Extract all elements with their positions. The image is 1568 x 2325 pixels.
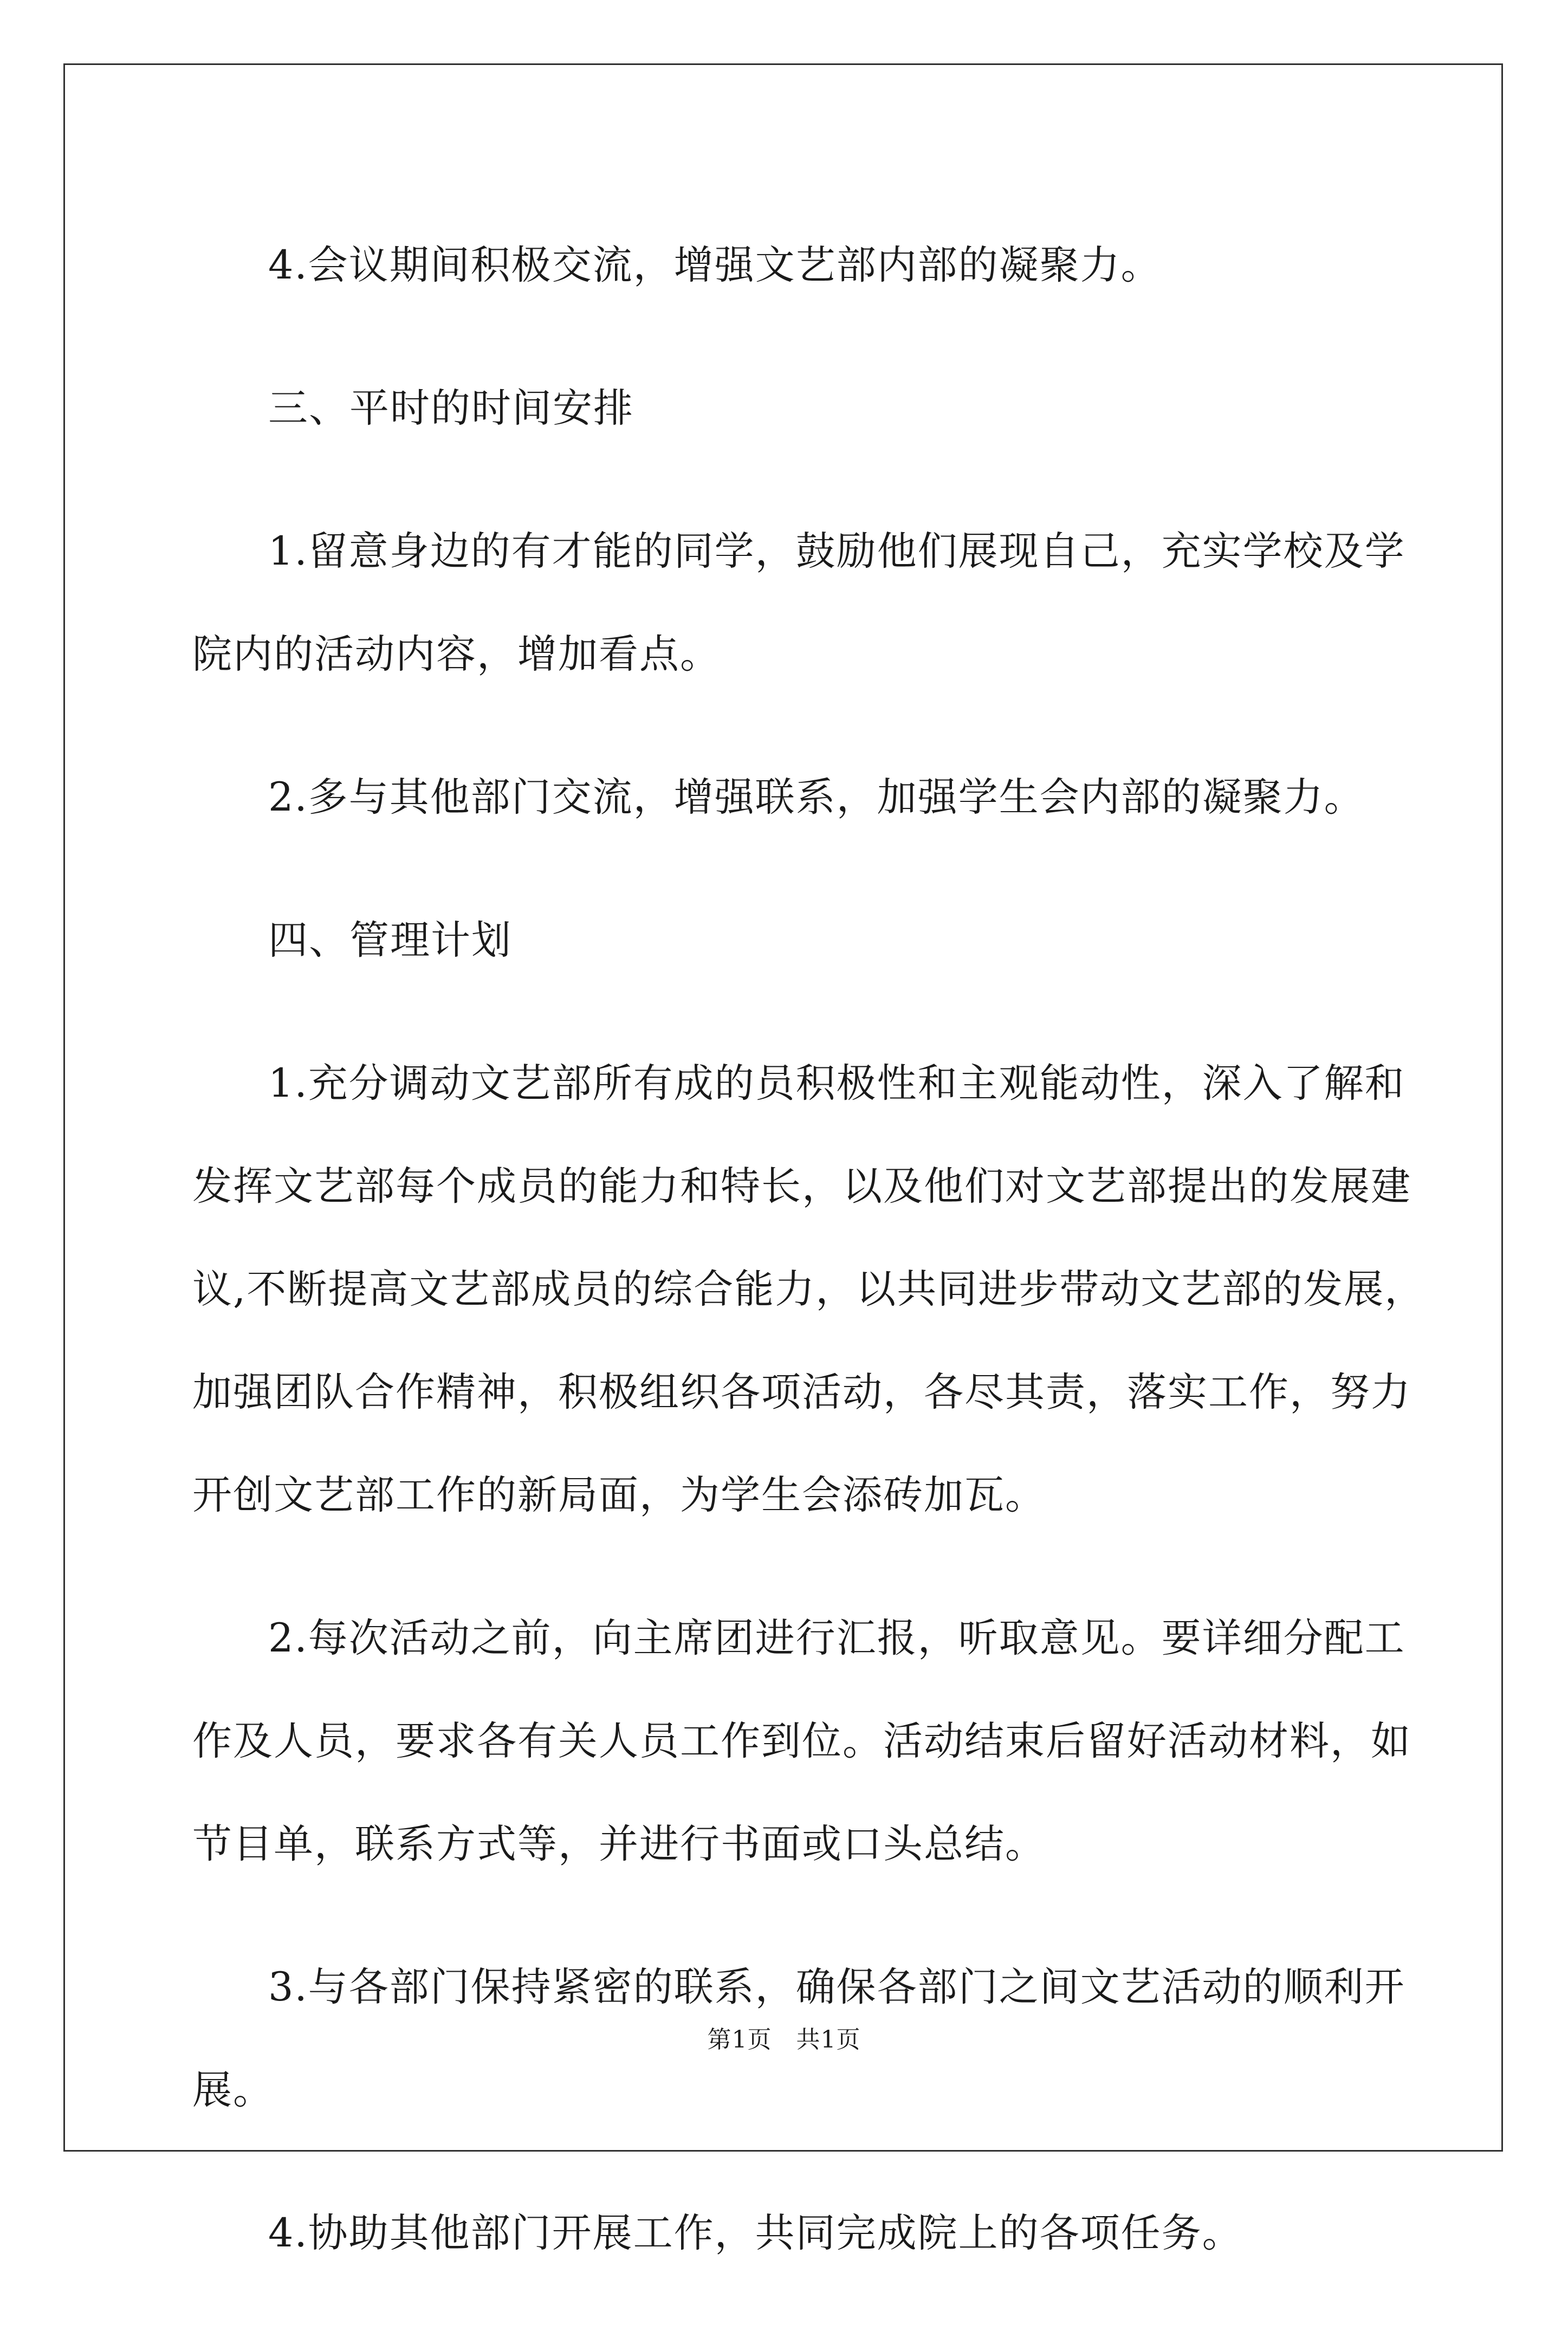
text-line: 加强团队合作精神，积极组织各项活动，各尽其责，落实工作，努力: [192, 1369, 1411, 1415]
page-footer: 第1页 共1页: [707, 2026, 861, 2054]
paragraph: [192, 746, 1373, 849]
section-heading: [192, 357, 1373, 460]
text-line: 三、平时的时间安排: [268, 385, 634, 431]
text-line: 作及人员，要求各有关人员工作到位。活动结束后留好活动材料，如: [192, 1718, 1411, 1764]
text-line: 院内的活动内容，增加看点。: [192, 631, 721, 677]
text-line: 四、管理计划: [268, 917, 512, 963]
text-line: 议,不断提高文艺部成员的综合能力，以共同进步带动文艺部的发展，: [192, 1266, 1426, 1312]
text-line: 1.留意身边的有才能的同学，鼓励他们展现自己，充实学校及学: [268, 528, 1405, 574]
text-line: 4.会议期间积极交流，增强文艺部内部的凝聚力。: [268, 242, 1162, 288]
text-line: 开创文艺部工作的新局面，为学生会添砖加瓦。: [192, 1472, 1046, 1518]
text-line: 2.多与其他部门交流，增强联系，加强学生会内部的凝聚力。: [268, 774, 1365, 820]
section-heading: [192, 889, 1373, 992]
text-line: 3.与各部门保持紧密的联系，确保各部门之间文艺活动的顺利开: [268, 1964, 1405, 2010]
text-line: 1.充分调动文艺部所有成的员积极性和主观能动性，深入了解和: [268, 1060, 1405, 1106]
paragraph: [192, 214, 1373, 317]
text-line: 2.每次活动之前，向主席团进行汇报，听取意见。要详细分配工: [268, 1615, 1405, 1661]
document-body: [192, 214, 1426, 2325]
paragraph: [192, 1587, 1411, 1896]
paragraph: [192, 500, 1405, 706]
text-line: 4.协助其他部门开展工作，共同完成院上的各项任务。: [268, 2210, 1243, 2256]
paragraph: [192, 1032, 1426, 1547]
text-line: 节目单，联系方式等，并进行书面或口头总结。: [192, 1821, 1046, 1867]
paragraph: [192, 2182, 1373, 2285]
text-line: 展。: [192, 2067, 274, 2113]
text-line: 发挥文艺部每个成员的能力和特长，以及他们对文艺部提出的发展建: [192, 1163, 1411, 1209]
